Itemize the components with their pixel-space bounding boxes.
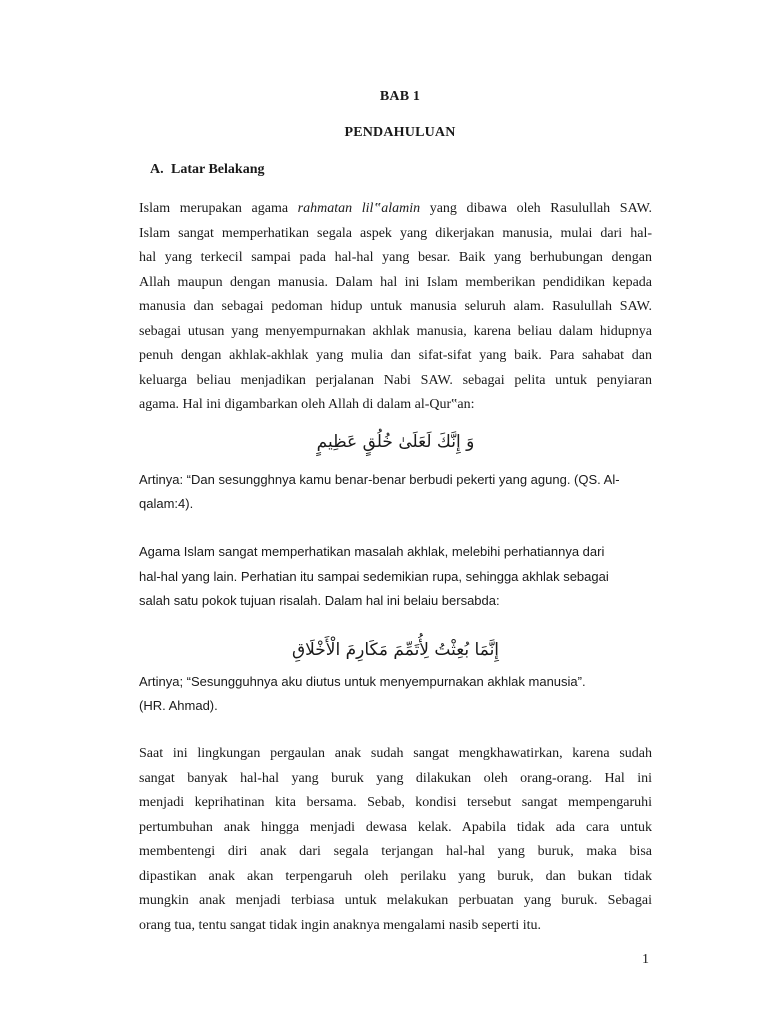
quran-verse: وَ إِنَّكَ لَعَلَىٰ خُلُقٍ عَظِيمٍ <box>316 432 475 452</box>
paragraph-line: agama. Hal ini digambarkan oleh Allah di dalam al-Qur‟an: <box>139 397 475 412</box>
paragraph-line: pertumbuhan anak hingga menjadi dewasa kelak. Apabila tidak ada cara untuk <box>139 819 652 835</box>
translation-line: Artinya; “Sesungguhnya aku diutus untuk menyempurnakan akhlak manusia”. <box>139 674 586 689</box>
paragraph-akhlak <box>139 540 652 614</box>
paragraph-line: menjadi keprihatinan kita bersama. Sebab, kondisi tersebut sangat mempengaruhi <box>139 795 652 810</box>
hadith-text: إِنَّمَا بُعِثْتُ لِأُتَمِّمَ مَكَارِمَ الْأَخْلَاقِ <box>291 640 500 660</box>
paragraph-line: hal yang terkecil sampai pada hal-hal yang besar. Baik yang berhubungan dengan <box>139 250 652 265</box>
paragraph-line: sebagai utusan yang menyempurnakan akhlak manusia, karena beliau dalam hidupnya <box>139 323 652 339</box>
verse-translation <box>139 468 652 516</box>
chapter-number: BAB 1 <box>379 89 421 104</box>
paragraph-environment <box>139 742 652 938</box>
paragraph-line: membentengi diri anak dari segala terjangan hal-hal yang buruk, maka bisa <box>139 844 652 859</box>
paragraph-line: orang tua, tentu sangat tidak ingin anaknya mengalami nasib seperti itu. <box>139 917 542 933</box>
section-title: Latar Belakang <box>171 162 265 177</box>
paragraph-line: Allah maupun dengan manusia. Dalam hal ini Islam memberikan pendidikan kepada <box>139 274 652 290</box>
paragraph-line: Islam sangat memperhatikan segala aspek yang dikerjakan manusia, mulai dari hal- <box>139 225 652 241</box>
paragraph-line <box>139 197 652 222</box>
paragraph-line: mungkin anak menjadi terbiasa untuk melakukan perbuatan yang buruk. Sebagai <box>139 893 652 908</box>
text-segment: yang dibawa oleh Rasulullah SAW. <box>420 201 652 216</box>
translation-line: (HR. Ahmad). <box>139 698 218 713</box>
italic-term: rahmatan lil‟alamin <box>297 201 421 216</box>
paragraph-line: sangat banyak hal-hal yang buruk yang dilakukan oleh orang-orang. Hal ini <box>139 770 652 786</box>
text-segment: Islam merupakan agama <box>139 201 298 216</box>
section-heading <box>150 162 264 178</box>
paragraph-line: keluarga beliau menjadikan perjalanan Nabi SAW. sebagai pelita untuk penyiaran <box>139 372 652 388</box>
paragraph-line: manusia dan sebagai pedoman hidup untuk manusia seluruh alam. Rasulullah SAW. <box>139 299 652 314</box>
section-number: A. <box>150 162 164 177</box>
page-number: 1 <box>642 952 649 967</box>
paragraph-line: Saat ini lingkungan pergaulan anak sudah sangat mengkhawatirkan, karena sudah <box>139 746 652 761</box>
paragraph-line: salah satu pokok tujuan risalah. Dalam hal ini belaiu bersabda: <box>139 593 500 608</box>
paragraph-intro <box>139 197 652 418</box>
translation-line: qalam:4). <box>139 496 194 511</box>
paragraph-line: Agama Islam sangat memperhatikan masalah akhlak, melebihi perhatiannya dari <box>139 544 605 559</box>
chapter-title: PENDAHULUAN <box>344 125 456 140</box>
paragraph-line: penuh dengan akhlak-akhlak yang mulia dan sifat-sifat yang baik. Para sahabat dan <box>139 348 652 363</box>
paragraph-line: dipastikan anak akan terpengaruh oleh perilaku yang buruk, dan bukan tidak <box>139 868 652 884</box>
paragraph-line: hal-hal yang lain. Perhatian itu sampai sedemikian rupa, sehingga akhlak sebagai <box>139 568 609 584</box>
translation-line: Artinya: “Dan sesungghnya kamu benar-benar berbudi pekerti yang agung. (QS. Al- <box>139 472 620 487</box>
hadith-translation <box>139 670 652 718</box>
